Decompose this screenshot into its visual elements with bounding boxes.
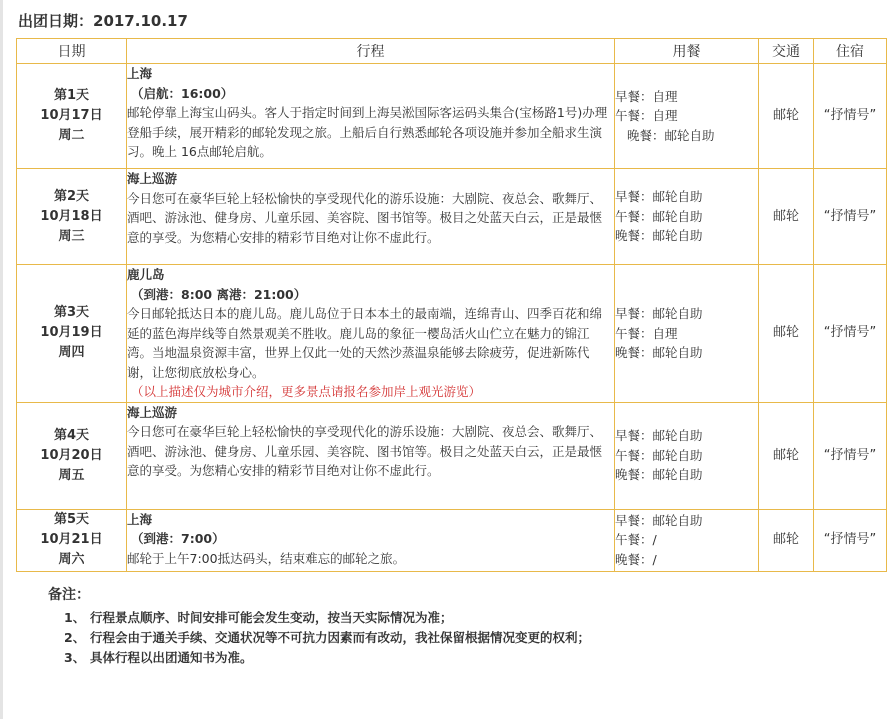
schedule-time: （到港：8:00 离港：21:00） — [131, 286, 307, 302]
note-item — [48, 628, 590, 648]
meals-cell — [615, 402, 759, 509]
schedule-title: 海上巡游 — [127, 171, 178, 186]
lodging-cell: “抒情号” — [814, 169, 887, 265]
table-row — [17, 169, 887, 265]
note-text: 行程会由于通关手续、交通状况等不可抗力因素而有改动，我社保留根据情况变更的权利； — [90, 630, 591, 645]
schedule-description: 今日您可在豪华巨轮上轻松愉快的享受现代化的游乐设施：大剧院、夜总会、歌舞厅、酒吧、游泳池、健身房、儿童乐园、美容院、图书馆等。极目之处蓝天白云，正是最惬意的享受。为您精心安排的精彩节目绝对让你不虚此行。 — [127, 190, 603, 245]
lodging-cell: “抒情号” — [814, 509, 887, 571]
schedule-cell — [127, 169, 615, 265]
meal-lunch: 午餐：自理 — [615, 108, 678, 124]
schedule-title: 海上巡游 — [127, 404, 178, 420]
table-row — [17, 64, 887, 169]
header-transport: 交通 — [759, 39, 814, 64]
date-cell — [17, 402, 127, 509]
day-number: 第4天 — [53, 427, 90, 443]
schedule-time: （启航：16:00） — [131, 85, 234, 101]
day-weekday: 周六 — [58, 552, 85, 567]
day-weekday: 周五 — [58, 467, 85, 483]
day-weekday: 周二 — [58, 128, 85, 143]
meals-cell — [615, 64, 759, 169]
date-cell — [17, 169, 127, 265]
transport-cell: 邮轮 — [759, 265, 814, 403]
schedule-title: 上海 — [127, 66, 153, 81]
schedule-description: 今日您可在豪华巨轮上轻松愉快的享受现代化的游乐设施：大剧院、夜总会、歌舞厅、酒吧、游泳池、健身房、儿童乐园、美容院、图书馆等。极目之处蓝天白云，正是最惬意的享受。为您精心安排的精彩节目绝对让你不虚此行。 — [127, 424, 603, 478]
schedule-time: （到港：7:00） — [131, 531, 225, 546]
header-date: 日期 — [17, 39, 127, 64]
schedule-title: 鹿儿岛 — [127, 267, 165, 282]
note-number: 1、 — [64, 610, 86, 625]
meal-dinner: 晚餐：邮轮自助 — [627, 127, 715, 143]
lodging-cell: “抒情号” — [814, 64, 887, 169]
schedule-cell — [127, 509, 615, 571]
meals-cell — [615, 265, 759, 403]
meal-lunch: 午餐：邮轮自助 — [615, 447, 703, 463]
transport-cell: 邮轮 — [759, 509, 814, 571]
meals-cell — [615, 169, 759, 265]
note-item — [48, 648, 590, 668]
day-date: 10月19日 — [40, 325, 103, 341]
schedule-description: 今日邮轮抵达日本的鹿儿岛。鹿儿岛位于日本本土的最南端，连绵青山、四季百花和绵延的蓝色海岸线等自然景观美不胜收。鹿儿岛的象征一樱岛活火山伫立在魅力的锦江湾。当地温泉资源丰富，世界上仅此一处的天然沙蒸温泉能够去除疲劳，促进新陈代谢，让您彻底放松身心。 — [127, 306, 603, 380]
table-header-row — [17, 39, 887, 64]
table-row — [17, 265, 887, 403]
note-text: 具体行程以出团通知书为准。 — [90, 650, 253, 665]
transport-cell: 邮轮 — [759, 64, 814, 169]
meal-breakfast: 早餐：邮轮自助 — [615, 306, 703, 321]
meal-dinner: 晚餐：邮轮自助 — [615, 345, 703, 360]
schedule-cell — [127, 64, 615, 169]
note-number: 2、 — [64, 630, 86, 645]
lodging-cell: “抒情号” — [814, 265, 887, 403]
schedule-description: 邮轮停靠上海宝山码头。客人于指定时间到上海吴淞国际客运码头集合(宝杨路1号)办理登船手续，展开精彩的邮轮发现之旅。上船后自行熟悉邮轮各项设施并参加全船求生演习。晚上 16点邮轮启航。 — [127, 105, 608, 159]
notes-title: 备注： — [48, 587, 90, 603]
day-number: 第3天 — [53, 305, 90, 321]
day-weekday: 周三 — [58, 228, 85, 244]
schedule-cell — [127, 402, 615, 509]
header-meals: 用餐 — [615, 39, 759, 64]
day-date: 10月17日 — [40, 108, 103, 123]
table-row — [17, 402, 887, 509]
schedule-title: 上海 — [127, 511, 153, 527]
lodging-cell: “抒情号” — [814, 402, 887, 509]
meals-cell — [615, 509, 759, 571]
meal-breakfast: 早餐：邮轮自助 — [615, 428, 703, 444]
schedule-cell — [127, 265, 615, 403]
meal-breakfast: 早餐：邮轮自助 — [615, 189, 703, 205]
schedule-description: 邮轮于上午7:00抵达码头，结束难忘的邮轮之旅。 — [127, 550, 406, 566]
note-item — [48, 608, 590, 628]
day-date: 10月20日 — [40, 447, 103, 463]
day-number: 第1天 — [53, 88, 90, 103]
header-lodging: 住宿 — [814, 39, 887, 64]
day-date: 10月21日 — [40, 532, 103, 547]
day-number: 第5天 — [53, 512, 90, 527]
meal-dinner: 晚餐：邮轮自助 — [615, 467, 703, 483]
day-weekday: 周四 — [58, 345, 85, 361]
date-cell — [17, 265, 127, 403]
meal-lunch: 午餐：/ — [615, 532, 657, 548]
day-date: 10月18日 — [40, 208, 103, 224]
table-row — [17, 509, 887, 571]
meal-lunch: 午餐：邮轮自助 — [615, 208, 703, 224]
notes-section — [48, 584, 590, 668]
meal-lunch: 午餐：自理 — [615, 325, 678, 341]
date-cell — [17, 64, 127, 169]
note-text: 行程景点顺序、时间安排可能会发生变动，按当天实际情况为准； — [90, 610, 453, 625]
transport-cell: 邮轮 — [759, 402, 814, 509]
meal-breakfast: 早餐：邮轮自助 — [615, 512, 703, 528]
meal-breakfast: 早餐：自理 — [615, 88, 678, 104]
itinerary-table — [16, 38, 887, 572]
date-cell — [17, 509, 127, 571]
day-number: 第2天 — [53, 188, 90, 204]
meal-dinner: 晚餐：邮轮自助 — [615, 228, 703, 244]
left-edge-bar — [0, 0, 3, 719]
departure-date-heading: 出团日期：2017.10.17 — [18, 12, 188, 30]
schedule-note: （以上描述仅为城市介绍，更多景点请报名参加岸上观光游览） — [131, 384, 482, 399]
transport-cell: 邮轮 — [759, 169, 814, 265]
meal-dinner: 晚餐：/ — [615, 551, 657, 567]
note-number: 3、 — [64, 650, 86, 665]
header-schedule: 行程 — [127, 39, 615, 64]
